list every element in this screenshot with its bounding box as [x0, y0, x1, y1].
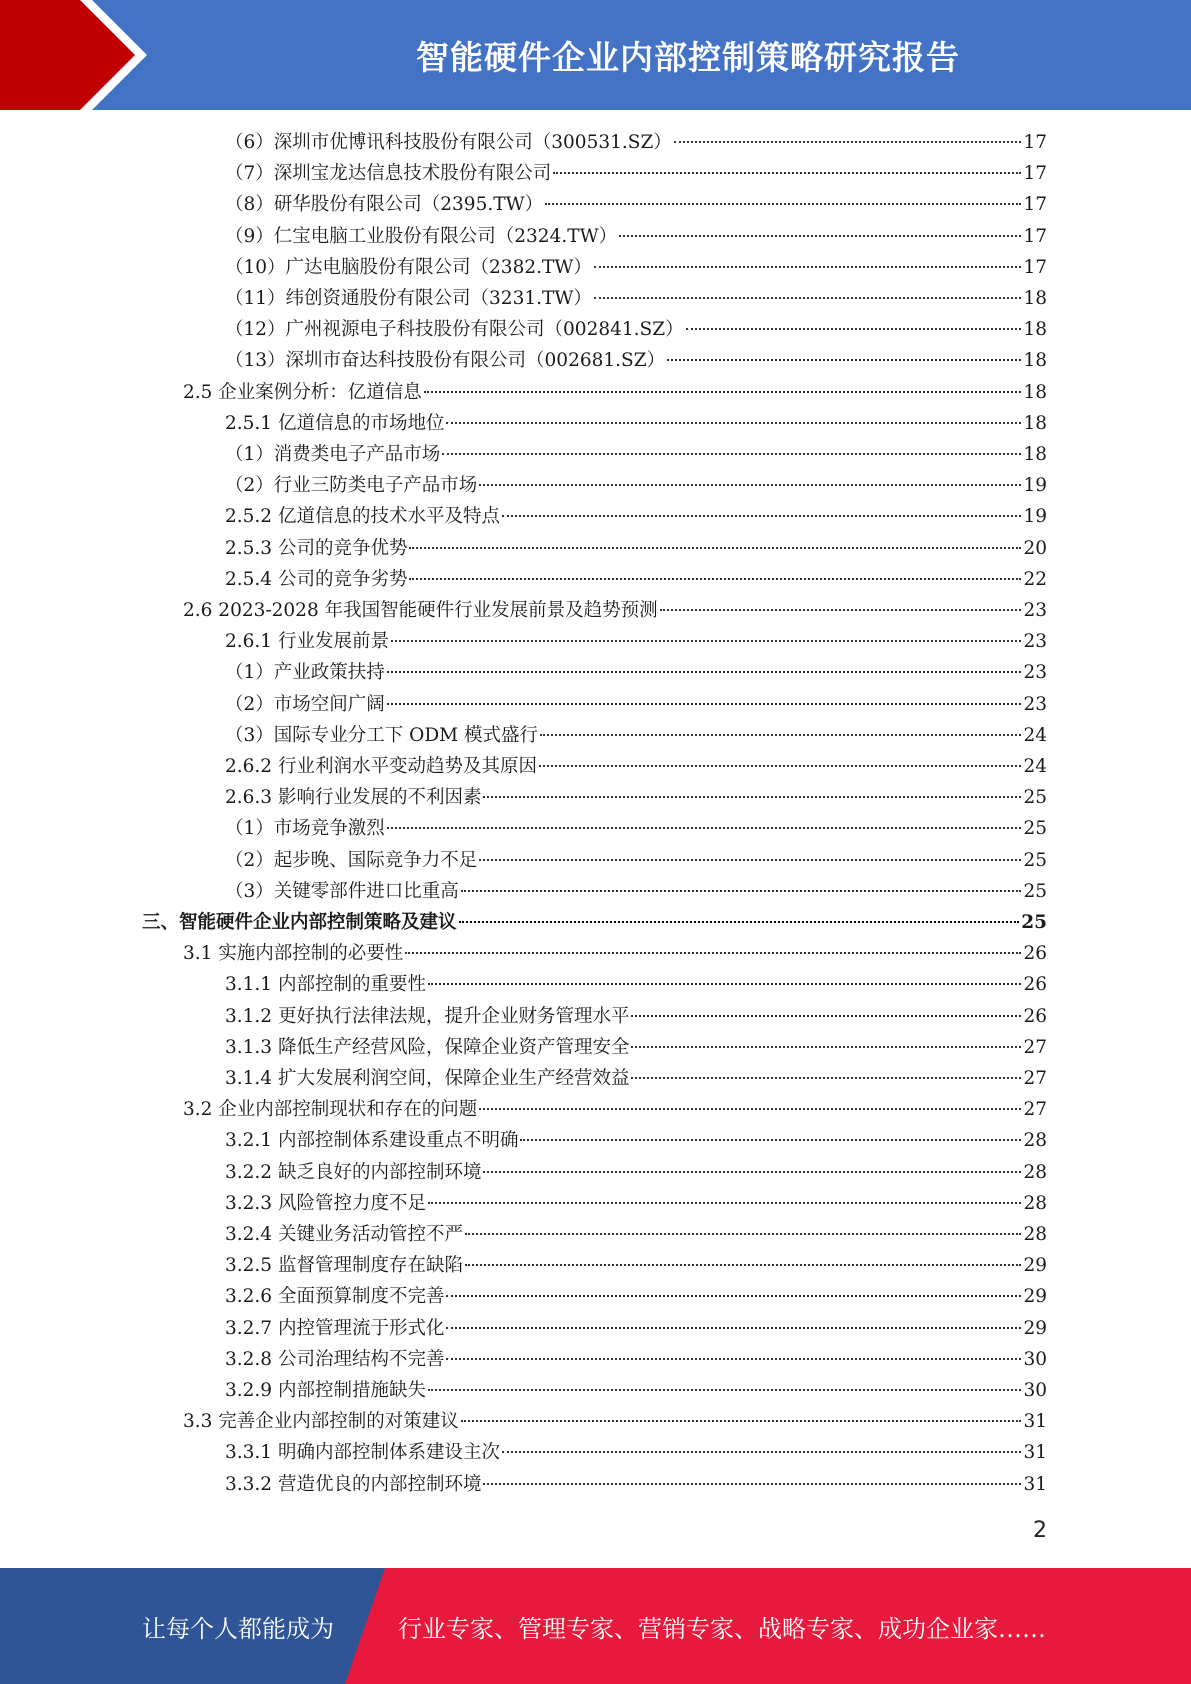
- toc-entry[interactable]: [225, 252, 1047, 283]
- toc-entry[interactable]: [225, 813, 1047, 844]
- toc-entry[interactable]: [225, 751, 1047, 782]
- toc-entry-title: （12）广州视源电子科技股份有限公司（002841.SZ）: [225, 319, 684, 341]
- toc-dot-leader: [424, 391, 1022, 393]
- toc-dot-leader: [405, 952, 1021, 954]
- toc-entry[interactable]: [225, 626, 1047, 657]
- toc-entry-page: 31: [1023, 1473, 1047, 1495]
- toc-dot-leader: [667, 359, 1021, 361]
- toc-dot-leader: [446, 1295, 1021, 1297]
- toc-entry-page: 18: [1023, 288, 1047, 309]
- toc-dot-leader: [502, 515, 1021, 517]
- toc-entry-title: 3.2.8 公司治理结构不完善: [225, 1348, 445, 1370]
- toc-entry[interactable]: [225, 501, 1047, 532]
- toc-dot-leader: [461, 890, 1022, 892]
- toc-dot-leader: [461, 1420, 1022, 1422]
- toc-entry-title: 3.2.6 全面预算制度不完善: [225, 1286, 445, 1308]
- toc-dot-leader: [631, 1077, 1021, 1079]
- footer-slogan-right: 行业专家、管理专家、营销专家、战略专家、成功企业家……: [398, 1614, 1046, 1643]
- toc-dot-leader: [631, 1046, 1021, 1048]
- toc-entry-page: 17: [1023, 225, 1047, 247]
- toc-dot-leader: [387, 703, 1022, 705]
- toc-entry[interactable]: [225, 1188, 1047, 1219]
- toc-entry-page: 29: [1023, 1286, 1047, 1308]
- toc-entry[interactable]: [225, 189, 1047, 220]
- toc-dot-leader: [686, 328, 1022, 330]
- toc-entry[interactable]: [225, 408, 1047, 439]
- toc-dot-leader: [631, 1015, 1021, 1017]
- toc-entry[interactable]: [225, 1063, 1047, 1094]
- toc-entry-title: 3.2.1 内部控制体系建设重点不明确: [225, 1130, 519, 1152]
- toc-entry[interactable]: [225, 1125, 1047, 1156]
- toc-entry-title: 3.2.4 关键业务活动管控不严: [225, 1224, 463, 1245]
- toc-dot-leader: [483, 796, 1021, 798]
- toc-entry-page: 25: [1023, 849, 1047, 871]
- toc-entry-title: 2.6.1 行业发展前景: [225, 631, 389, 653]
- toc-entry-page: 23: [1023, 662, 1047, 684]
- toc-dot-leader: [660, 609, 1022, 611]
- toc-entry-title: 3.1.1 内部控制的重要性: [225, 974, 426, 996]
- toc-dot-leader: [387, 827, 1022, 829]
- toc-entry-title: 3.1.4 扩大发展利润空间，保障企业生产经营效益: [225, 1068, 630, 1089]
- toc-entry-title: 3.3.2 营造优良的内部控制环境: [225, 1473, 482, 1495]
- toc-entry-page: 26: [1023, 974, 1047, 996]
- toc-entry-page: 25: [1023, 787, 1047, 809]
- toc-dot-leader: [479, 859, 1021, 861]
- toc-entry-page: 25: [1023, 880, 1047, 902]
- toc-entry[interactable]: [225, 127, 1047, 158]
- footer-slogan-left: 让每个人都能成为: [142, 1614, 334, 1643]
- toc-entry-title: 3.3 完善企业内部控制的对策建议: [183, 1411, 459, 1433]
- toc-entry-title: （2）起步晚、国际竞争力不足: [225, 849, 478, 871]
- toc-entry[interactable]: [225, 1157, 1047, 1188]
- toc-dot-leader: [619, 235, 1021, 237]
- toc-entry-page: 27: [1023, 1068, 1047, 1089]
- toc-entry-title: 3.2.7 内控管理流于形式化: [225, 1317, 445, 1339]
- toc-entry-page: 28: [1023, 1161, 1047, 1183]
- toc-dot-leader: [446, 422, 1021, 424]
- toc-entry-title: 2.6.3 影响行业发展的不利因素: [225, 787, 482, 809]
- toc-entry-title: （1）市场竞争激烈: [225, 818, 385, 840]
- toc-entry[interactable]: [225, 657, 1047, 688]
- toc-entry[interactable]: [183, 1406, 1047, 1437]
- toc-dot-leader: [428, 1389, 1021, 1391]
- toc-entry-page: 17: [1023, 132, 1047, 153]
- toc-dot-leader: [446, 1358, 1021, 1360]
- toc-entry-title: 3.1 实施内部控制的必要性: [183, 943, 404, 965]
- toc-entry[interactable]: [183, 595, 1047, 626]
- toc-entry-page: 28: [1023, 1224, 1047, 1245]
- toc-dot-leader: [465, 1233, 1021, 1235]
- toc-dot-leader: [540, 734, 1021, 736]
- toc-dot-leader: [674, 141, 1022, 143]
- toc-entry[interactable]: [225, 470, 1047, 501]
- toc-dot-leader: [553, 172, 1021, 174]
- toc-entry[interactable]: [183, 377, 1047, 408]
- toc-entry-title: 3.2.9 内部控制措施缺失: [225, 1380, 426, 1401]
- toc-dot-leader: [409, 578, 1021, 580]
- toc-dot-leader: [479, 1108, 1021, 1110]
- toc-entry[interactable]: [225, 876, 1047, 907]
- toc-dot-leader: [594, 266, 1022, 268]
- toc-entry[interactable]: [225, 345, 1047, 376]
- toc-entry[interactable]: [225, 1469, 1047, 1500]
- toc-entry-page: 29: [1023, 1255, 1047, 1277]
- toc-entry[interactable]: [225, 1219, 1047, 1250]
- toc-entry-page: 20: [1023, 537, 1047, 559]
- toc-entry-title: 2.5.1 亿道信息的市场地位: [225, 412, 445, 434]
- toc-entry-title: （3）国际专业分工下 ODM 模式盛行: [225, 724, 538, 746]
- toc-entry[interactable]: [225, 221, 1047, 252]
- toc-entry-page: 18: [1023, 381, 1047, 403]
- toc-entry-title: 3.2 企业内部控制现状和存在的问题: [183, 1099, 478, 1121]
- toc-entry-page: 18: [1023, 444, 1047, 465]
- toc-entry-page: 29: [1023, 1317, 1047, 1339]
- toc-entry-page: 26: [1023, 943, 1047, 965]
- toc-entry[interactable]: [225, 1313, 1047, 1344]
- toc-entry[interactable]: [225, 1375, 1047, 1406]
- toc-entry-page: 17: [1023, 256, 1047, 278]
- toc-entry-title: 3.2.5 监督管理制度存在缺陷: [225, 1255, 463, 1277]
- toc-entry-page: 17: [1023, 194, 1047, 216]
- toc-entry-page: 17: [1023, 163, 1047, 185]
- toc-entry-title: （2）市场空间广阔: [225, 693, 385, 715]
- toc-entry-title: （7）深圳宝龙达信息技术股份有限公司: [225, 163, 552, 185]
- page-header: [0, 0, 1191, 110]
- toc-dot-leader: [483, 1171, 1021, 1173]
- toc-entry-page: 18: [1023, 350, 1047, 372]
- toc-entry-title: （1）消费类电子产品市场: [225, 444, 441, 465]
- toc-entry-page: 23: [1023, 631, 1047, 653]
- toc-entry[interactable]: [225, 1032, 1047, 1063]
- toc-entry[interactable]: [183, 1094, 1047, 1125]
- toc-entry[interactable]: [225, 158, 1047, 189]
- toc-entry[interactable]: [225, 845, 1047, 876]
- toc-entry-page: 28: [1023, 1192, 1047, 1214]
- toc-entry-title: 3.2.2 缺乏良好的内部控制环境: [225, 1161, 482, 1183]
- toc-entry-page: 26: [1023, 1005, 1047, 1027]
- toc-entry-page: 28: [1023, 1130, 1047, 1152]
- toc-entry[interactable]: [225, 782, 1047, 813]
- toc-entry-title: 2.5.3 公司的竞争优势: [225, 537, 408, 559]
- toc-entry-title: （3）关键零部件进口比重高: [225, 880, 459, 902]
- toc-entry-title: 3.1.2 更好执行法律法规，提升企业财务管理水平: [225, 1005, 630, 1027]
- toc-entry-title: （13）深圳市奋达科技股份有限公司（002681.SZ）: [225, 350, 666, 372]
- toc-entry[interactable]: [225, 533, 1047, 564]
- toc-entry-page: 25: [1021, 912, 1047, 933]
- toc-entry-page: 27: [1023, 1099, 1047, 1121]
- toc-entry-page: 24: [1023, 756, 1047, 777]
- toc-dot-leader: [428, 983, 1021, 985]
- toc-entry-title: （2）行业三防类电子产品市场: [225, 475, 478, 497]
- toc-entry[interactable]: [225, 1344, 1047, 1375]
- toc-entry-page: 18: [1023, 319, 1047, 341]
- toc-dot-leader: [409, 547, 1021, 549]
- toc-entry-title: 2.6 2023-2028 年我国智能硬件行业发展前景及趋势预测: [183, 600, 658, 621]
- toc-entry[interactable]: [225, 969, 1047, 1000]
- toc-entry-page: 19: [1023, 506, 1047, 528]
- page-number: 2: [1033, 1518, 1047, 1543]
- toc-entry-title: 三、智能硬件企业内部控制策略及建议: [142, 912, 457, 933]
- toc-entry-page: 30: [1023, 1348, 1047, 1370]
- toc-entry-page: 22: [1023, 568, 1047, 590]
- toc-entry[interactable]: [225, 1437, 1047, 1468]
- toc-dot-leader: [446, 1327, 1021, 1329]
- toc-entry-title: （11）纬创资通股份有限公司（3231.TW）: [225, 288, 592, 309]
- toc-entry[interactable]: [225, 1250, 1047, 1281]
- toc-entry-page: 25: [1023, 818, 1047, 840]
- toc-dot-leader: [545, 203, 1021, 205]
- toc-dot-leader: [483, 1483, 1021, 1485]
- toc-entry[interactable]: [225, 720, 1047, 751]
- toc-dot-leader: [459, 921, 1020, 923]
- toc-entry-page: 31: [1023, 1411, 1047, 1433]
- toc-entry-page: 19: [1023, 475, 1047, 497]
- toc-entry[interactable]: [225, 1281, 1047, 1312]
- toc-entry-page: 31: [1023, 1442, 1047, 1464]
- toc-entry-title: （6）深圳市优博讯科技股份有限公司（300531.SZ）: [225, 132, 672, 153]
- toc-entry-title: 2.5.2 亿道信息的技术水平及特点: [225, 506, 500, 528]
- toc-entry-title: 2.5.4 公司的竞争劣势: [225, 568, 408, 590]
- toc-dot-leader: [539, 765, 1021, 767]
- toc-entry[interactable]: [183, 938, 1047, 969]
- document-title: 智能硬件企业内部控制策略研究报告: [416, 37, 960, 77]
- toc-entry-title: （1）产业政策扶持: [225, 662, 385, 684]
- toc-dot-leader: [428, 1202, 1021, 1204]
- toc-entry-page: 23: [1023, 693, 1047, 715]
- toc-entry-title: （10）广达电脑股份有限公司（2382.TW）: [225, 256, 592, 278]
- toc-entry[interactable]: [225, 564, 1047, 595]
- toc-entry[interactable]: [225, 314, 1047, 345]
- toc-dot-leader: [465, 1264, 1021, 1266]
- toc-entry-page: 23: [1023, 600, 1047, 621]
- toc-dot-leader: [479, 484, 1021, 486]
- toc-dot-leader: [520, 1139, 1021, 1141]
- toc-entry-title: 2.6.2 行业利润水平变动趋势及其原因: [225, 756, 537, 777]
- toc-entry[interactable]: [225, 689, 1047, 720]
- toc-dot-leader: [594, 297, 1022, 299]
- toc-entry-title: 2.5 企业案例分析：亿道信息: [183, 381, 422, 403]
- toc-entry-page: 27: [1023, 1036, 1047, 1058]
- toc-entry[interactable]: [225, 283, 1047, 314]
- page-footer: [0, 1568, 1191, 1684]
- toc-entry-title: （8）研华股份有限公司（2395.TW）: [225, 194, 544, 216]
- toc-dot-leader: [387, 671, 1022, 673]
- header-arrow-decoration: [0, 0, 150, 110]
- toc-entry-title: 3.3.1 明确内部控制体系建设主次: [225, 1442, 500, 1464]
- toc-entry-page: 24: [1023, 724, 1047, 746]
- toc-entry-title: 3.2.3 风险管控力度不足: [225, 1192, 426, 1214]
- toc-entry-page: 30: [1023, 1380, 1047, 1401]
- toc-entry[interactable]: [225, 439, 1047, 470]
- toc-entry[interactable]: [142, 907, 1047, 938]
- toc-dot-leader: [502, 1451, 1021, 1453]
- toc-dot-leader: [391, 640, 1021, 642]
- toc-dot-leader: [442, 453, 1021, 455]
- toc-entry-title: 3.1.3 降低生产经营风险，保障企业资产管理安全: [225, 1036, 630, 1058]
- toc-entry-page: 18: [1023, 412, 1047, 434]
- toc-entry-title: （9）仁宝电脑工业股份有限公司（2324.TW）: [225, 225, 618, 247]
- toc-entry[interactable]: [225, 1001, 1047, 1032]
